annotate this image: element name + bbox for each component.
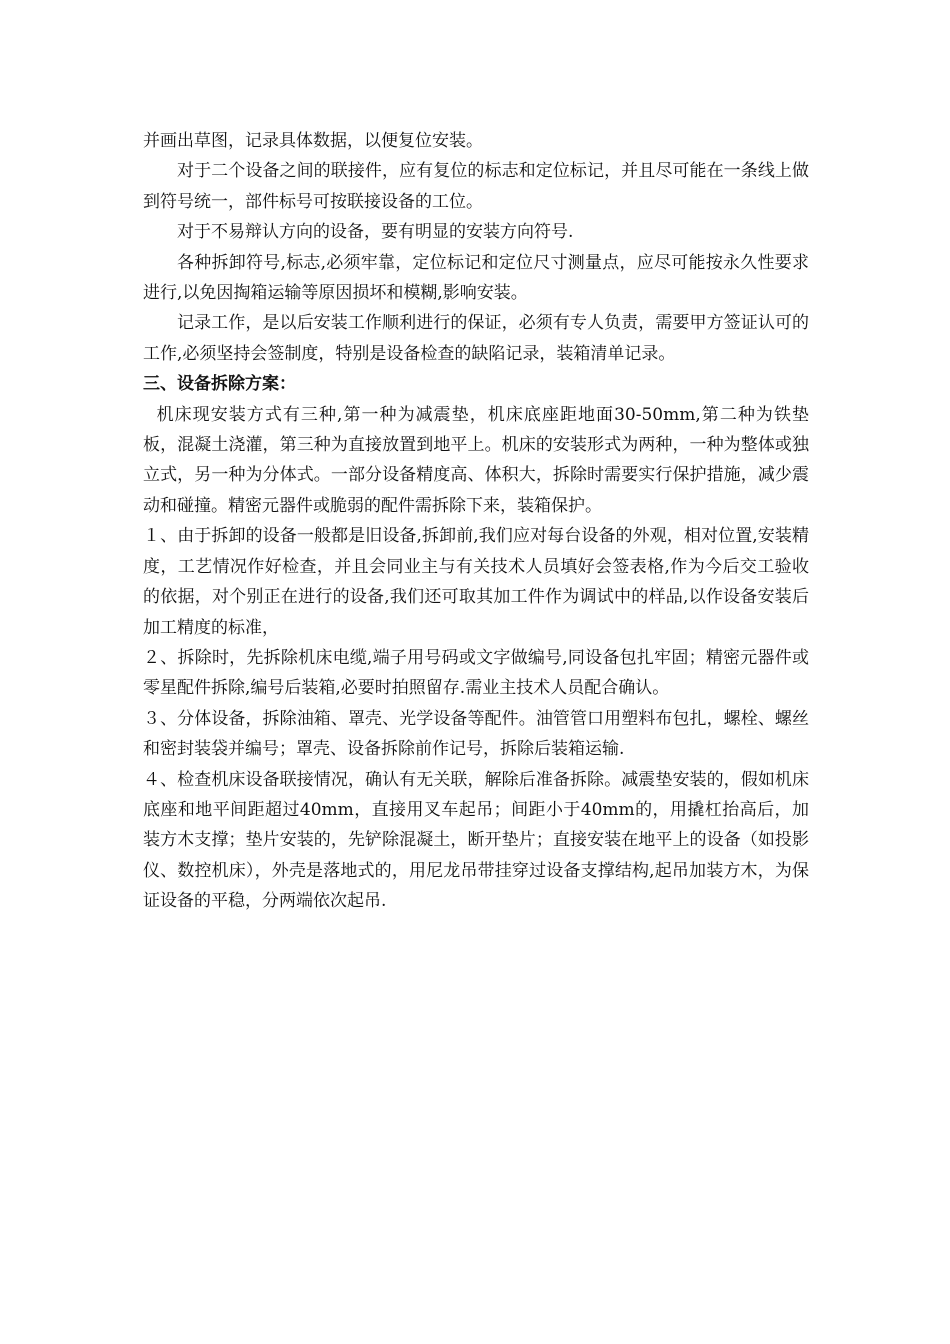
paragraph-direction-symbol: 对于不易辩认方向的设备，要有明显的安装方向符号. — [177, 222, 574, 243]
document-body — [143, 126, 809, 917]
list-item-1: １、由于拆卸的设备一般都是旧设备,拆卸前,我们应对每台设备的外观，相对位置,安装精度，工艺情况作好检查，并且会同业主与有关技术人员填好会签表格,作为今后交工验收的依据，对个别正在进行的设备,我们还可取其加工件作为调试中的样品,以作设备安装后加工精度的标准， — [143, 526, 809, 638]
section-heading: 三、设备拆除方案： — [143, 374, 296, 395]
section-intro: 机床现安装方式有三种,第一种为减震垫，机床底座距地面30-50mm,第二种为铁垫板，混凝土浇灌，第三种为直接放置到地平上。机床的安装形式为两种，一种为整体或独立式，另一种为分体式。一部分设备精度高、体积大，拆除时需要实行保护措施，减少震动和碰撞。精密元器件或脆弱的配件需拆除下来，装箱保护。 — [143, 404, 809, 516]
paragraph-connectors: 对于二个设备之间的联接件，应有复位的标志和定位标记，并且尽可能在一条线上做到符号统一，部件标号可按联接设备的工位。 — [143, 161, 809, 212]
paragraph-record-work: 记录工作，是以后安装工作顺利进行的保证，必须有专人负责，需要甲方签证认可的工作,必须坚持会签制度，特别是设备检查的缺陷记录，装箱清单记录。 — [143, 313, 809, 364]
list-item-4: ４、检查机床设备联接情况，确认有无关联，解除后准备拆除。减震垫安装的，假如机床底座和地平间距超过40mm，直接用叉车起吊；间距小于40mm的，用撬杠抬高后，加装方木支撑；垫片安装的，先铲除混凝土，断开垫片；直接安装在地平上的设备（如投影仪、数控机床），外壳是落地式的，用尼龙吊带挂穿过设备支撑结构,起吊加装方木，为保证设备的平稳，分两端依次起吊. — [143, 769, 809, 912]
paragraph-marking-requirements: 各种拆卸符号,标志,必须牢靠，定位标记和定位尺寸测量点，应尽可能按永久性要求进行,以免因掏箱运输等原因损坏和模糊,影响安装。 — [143, 252, 809, 304]
list-item-2: ２、拆除时，先拆除机床电缆,端子用号码或文字做编号,同设备包扎牢固；精密元器件或零星配件拆除,编号后装箱,必要时拍照留存.需业主技术人员配合确认。 — [143, 647, 809, 699]
list-item-3: ３、分体设备，拆除油箱、罩壳、光学设备等配件。油管管口用塑料布包扎，螺栓、螺丝和密封装袋并编号；罩壳、设备拆除前作记号，拆除后装箱运输. — [143, 708, 809, 760]
paragraph-sketch-record: 并画出草图，记录具体数据，以便复位安装。 — [143, 131, 483, 151]
